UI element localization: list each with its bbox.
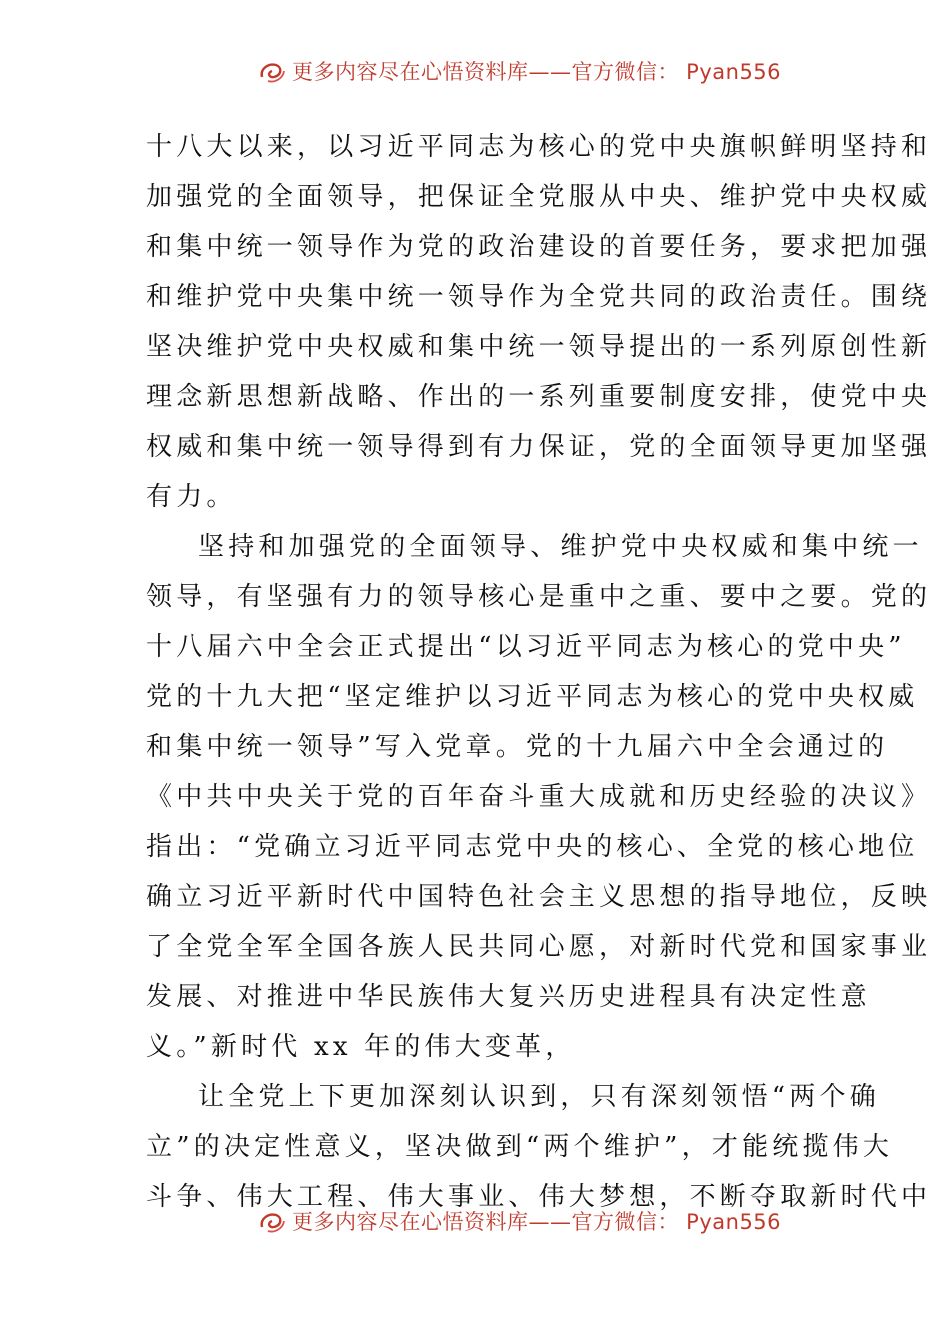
text-line: 加强党的全面领导，把保证全党服从中央、维护党中央权威 (146, 182, 932, 212)
text-line: 有力。 (146, 482, 237, 512)
text-line: 和集中统一领导作为党的政治建设的首要任务，要求把加强 (146, 232, 932, 262)
text-line: 斗争、伟大工程、伟大事业、伟大梦想，不断夺取新时代中 (146, 1182, 932, 1212)
watermark-text: 更多内容尽在心悟资料库——官方微信： Pyan556 (292, 60, 782, 84)
text-line: 理念新思想新战略、作出的一系列重要制度安排，使党中央 (146, 382, 932, 412)
text-line: 发展、对推进中华民族伟大复兴历史进程具有决定性意 (146, 982, 871, 1012)
watermark-text: 更多内容尽在心悟资料库——官方微信： Pyan556 (292, 1210, 782, 1234)
swirl-logo-icon (258, 59, 286, 83)
text-line: 义。”新时代 xx 年的伟大变革， (146, 1032, 576, 1062)
text-line: 《中共中央关于党的百年奋斗重大成就和历史经验的决议》 (146, 782, 932, 812)
text-line: 坚持和加强党的全面领导、维护党中央权威和集中统一 (198, 532, 923, 562)
paragraph-1 (146, 122, 932, 522)
document-body (146, 122, 932, 1222)
paragraph-3 (146, 1072, 932, 1222)
watermark-banner-bottom (258, 1206, 781, 1236)
paragraph-2 (146, 522, 932, 1072)
text-line: 和集中统一领导”写入党章。党的十九届六中全会通过的 (146, 732, 889, 762)
swirl-logo-icon (258, 1209, 286, 1233)
text-line: 了全党全军全国各族人民共同心愿，对新时代党和国家事业 (146, 932, 932, 962)
text-line: 十八大以来，以习近平同志为核心的党中央旗帜鲜明坚持和 (146, 132, 932, 162)
text-line: 坚决维护党中央权威和集中统一领导提出的一系列原创性新 (146, 332, 932, 362)
text-line: 十八届六中全会正式提出“以习近平同志为核心的党中央” (146, 632, 906, 662)
text-line: 权威和集中统一领导得到有力保证，党的全面领导更加坚强 (146, 432, 932, 462)
text-line: 领导，有坚强有力的领导核心是重中之重、要中之要。党的 (146, 582, 932, 612)
text-line: 立”的决定性意义，坚决做到“两个维护”，才能统揽伟大 (146, 1132, 894, 1162)
text-line: 和维护党中央集中统一领导作为全党共同的政治责任。围绕 (146, 282, 932, 312)
text-line: 指出：“党确立习近平同志党中央的核心、全党的核心地位 (146, 832, 919, 862)
text-line: 党的十九大把“坚定维护以习近平同志为核心的党中央权威 (146, 682, 919, 712)
text-line: 让全党上下更加深刻认识到，只有深刻领悟“两个确 (198, 1082, 880, 1112)
text-line: 确立习近平新时代中国特色社会主义思想的指导地位，反映 (146, 882, 932, 912)
watermark-banner-top (258, 56, 781, 86)
